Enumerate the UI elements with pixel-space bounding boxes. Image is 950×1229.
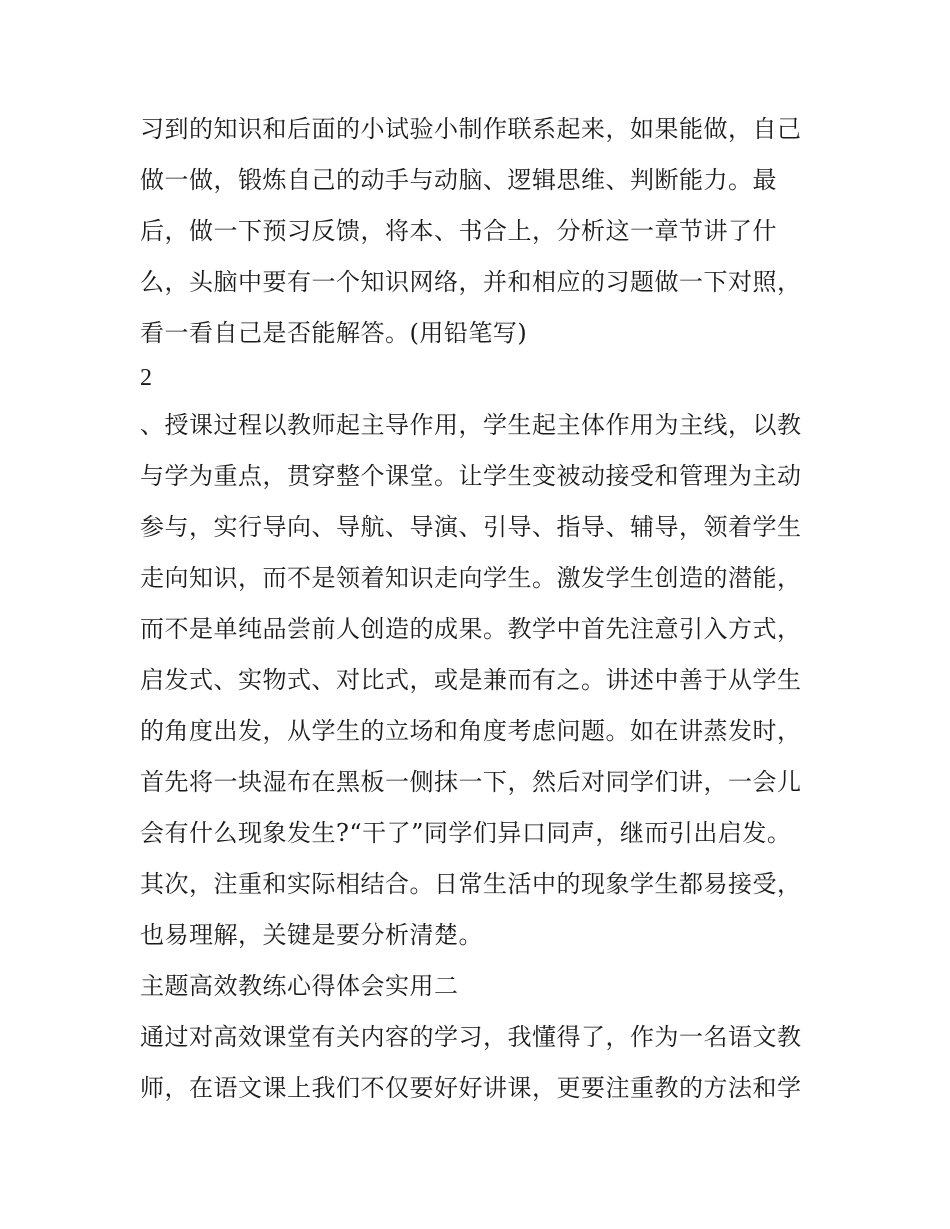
section-heading: 主题高效教练心得体会实用二 (140, 972, 459, 1000)
text-line: 做一做，锻炼自己的动手与动脑、逻辑思维、判断能力。最 (140, 166, 777, 194)
text-line: 与学为重点，贯穿整个课堂。让学生变被动接受和管理为主动 (140, 462, 802, 490)
text-line: 、授课过程以教师起主导作用，学生起主体作用为主线，以教 (140, 411, 802, 439)
text-line: 参与，实行导向、导航、导演、引导、指导、辅导，领着学生 (140, 513, 802, 541)
text-line: 其次，注重和实际相结合。日常生活中的现象学生都易接受， (140, 870, 802, 898)
text-line: 通过对高效课堂有关内容的学习，我懂得了，作为一名语文教 (140, 1023, 802, 1051)
text-line: 走向知识，而不是领着知识走向学生。激发学生创造的潜能， (140, 564, 802, 592)
text-line: 后，做一下预习反馈，将本、书合上，分析这一章节讲了什 (140, 217, 777, 245)
text-line: 习到的知识和后面的小试验小制作联系起来，如果能做，自己 (140, 115, 802, 143)
text-line: 而不是单纯品尝前人创造的成果。教学中首先注意引入方式， (140, 615, 802, 643)
text-line: 师，在语文课上我们不仅要好好讲课，更要注重教的方法和学 (140, 1074, 802, 1102)
text-line: 么，头脑中要有一个知识网络，并和相应的习题做一下对照， (140, 268, 802, 296)
section-number: 2 (140, 365, 153, 391)
text-line: 启发式、实物式、对比式，或是兼而有之。讲述中善于从学生 (140, 666, 802, 694)
text-line: 也易理解，关键是要分析清楚。 (140, 921, 483, 949)
text-line: 会有什么现象发生?“干了”同学们异口同声，继而引出启发。 (140, 819, 792, 847)
text-line: 首先将一块湿布在黑板一侧抹一下，然后对同学们讲，一会儿 (140, 768, 802, 796)
text-line: 看一看自己是否能解答。(用铅笔写) (140, 319, 528, 347)
text-line: 的角度出发，从学生的立场和角度考虑问题。如在讲蒸发时， (140, 717, 802, 745)
